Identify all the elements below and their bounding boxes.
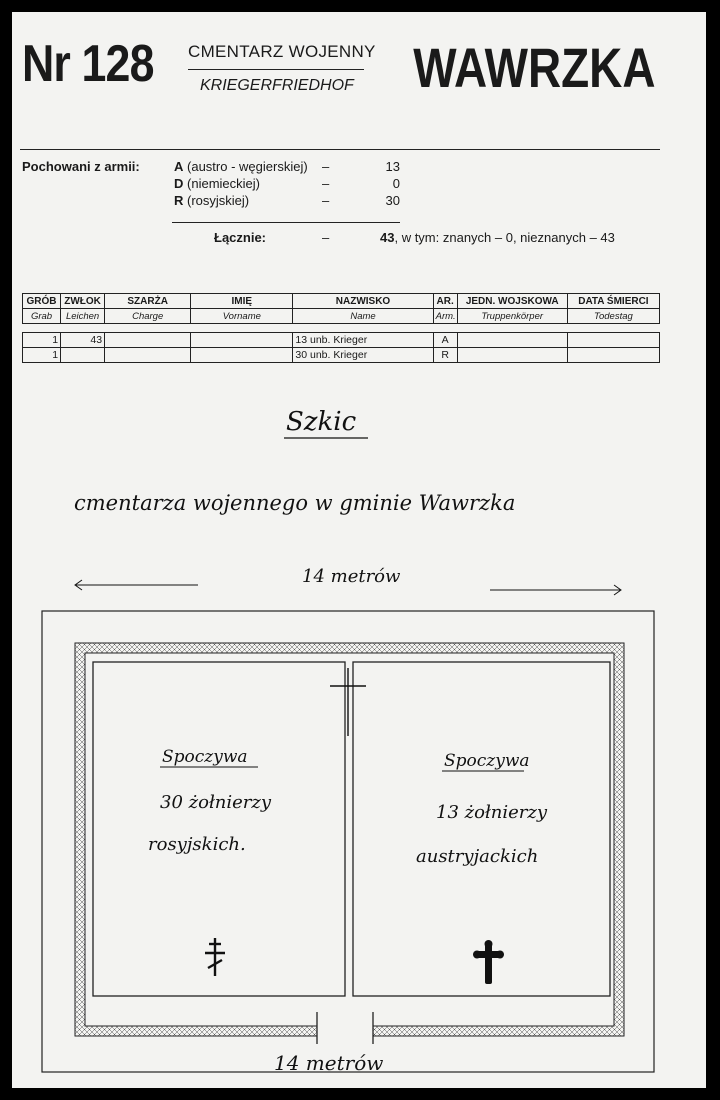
header-grave: GRÓB [23, 294, 61, 309]
cemetery-number: Nr 128 [22, 35, 154, 93]
graves-table [22, 332, 660, 363]
cell-first-name [191, 348, 293, 363]
sketch-subtitle: cmentarza wojennego w gminie Wawrzka [74, 491, 516, 515]
table-row [23, 333, 660, 348]
cemetery-sketch [12, 392, 706, 1088]
plot-right [353, 662, 610, 996]
table-row [23, 348, 660, 363]
header-grave-de: Grab [23, 309, 61, 324]
graves-table-header [22, 293, 660, 324]
cell-bodies [61, 348, 105, 363]
header-rank: SZARŻA [105, 294, 191, 309]
cell-army: R [433, 348, 457, 363]
cell-bodies: 43 [61, 333, 105, 348]
army-name: (rosyjskiej) [187, 193, 250, 208]
total-value: 43 [380, 230, 395, 245]
left-plot-line1: 30 żołnierzy [160, 792, 272, 813]
plot-left [93, 662, 345, 996]
army-count: 13 [385, 159, 400, 174]
cell-first-name [191, 333, 293, 348]
header-bodies: ZWŁOK [61, 294, 105, 309]
header-unit: JEDN. WOJSKOWA [457, 294, 567, 309]
header-army-de: Arm. [433, 309, 457, 324]
header-death-date-de: Todestag [567, 309, 659, 324]
army-code: D [174, 176, 184, 191]
army-dash: – [322, 193, 330, 208]
bottom-dimension-label: 14 metrów [274, 1051, 384, 1075]
army-dash: – [322, 159, 330, 174]
cell-death-date [567, 348, 659, 363]
title-divider [188, 69, 364, 70]
header-rule [20, 149, 660, 150]
army-code: A [174, 159, 184, 174]
army-code: R [174, 193, 184, 208]
header-army: AR. [433, 294, 457, 309]
header-first-name-de: Vorname [191, 309, 293, 324]
buried-label: Pochowani z armii: [22, 159, 140, 174]
sketch-title: Szkic [286, 407, 357, 437]
cell-rank [105, 333, 191, 348]
right-plot-heading: Spoczywa [444, 751, 530, 771]
army-row-d [174, 177, 414, 190]
latin-cross-icon [473, 940, 504, 984]
cemetery-title-polish: CMENTARZ WOJENNY [188, 42, 376, 61]
army-name: (austro - węgierskiej) [187, 159, 308, 174]
header-unit-de: Truppenkörper [457, 309, 567, 324]
cell-rank [105, 348, 191, 363]
right-plot-line2: austryjackich [416, 846, 539, 867]
right-plot-line1: 13 żołnierzy [436, 802, 548, 823]
cell-army: A [433, 333, 457, 348]
summary-rule [172, 222, 400, 223]
cell-surname: 13 unb. Krieger [293, 333, 433, 348]
total-line [380, 231, 615, 244]
total-note: , w tym: znanych – 0, nieznanych – 43 [394, 230, 615, 245]
cell-grave: 1 [23, 333, 61, 348]
cell-unit [457, 348, 567, 363]
left-plot-line2: rosyjskich. [148, 834, 246, 855]
cell-surname: 30 unb. Krieger [293, 348, 433, 363]
orthodox-cross-icon [205, 938, 225, 976]
cell-grave: 1 [23, 348, 61, 363]
cemetery-title-german: KRIEGERFRIEDHOF [200, 77, 354, 94]
army-dash: – [322, 176, 330, 191]
army-row-a [174, 160, 414, 173]
header-death-date: DATA ŚMIERCI [567, 294, 659, 309]
place-name: WAWRZKA [413, 36, 656, 99]
total-dash: – [322, 230, 330, 245]
header-surname: NAZWISKO [293, 294, 433, 309]
cell-unit [457, 333, 567, 348]
document-page [12, 12, 706, 1088]
army-count: 30 [385, 193, 400, 208]
header-surname-de: Name [293, 309, 433, 324]
header-rank-de: Charge [105, 309, 191, 324]
header-first-name: IMIĘ [191, 294, 293, 309]
central-cross-icon [330, 668, 366, 736]
header-bodies-de: Leichen [61, 309, 105, 324]
army-count: 0 [392, 176, 400, 191]
army-row-r [174, 194, 414, 207]
army-name: (niemieckiej) [187, 176, 260, 191]
total-label: Łącznie: [214, 230, 267, 245]
left-plot-heading: Spoczywa [162, 747, 248, 767]
top-dimension-label: 14 metrów [302, 566, 401, 587]
cell-death-date [567, 333, 659, 348]
